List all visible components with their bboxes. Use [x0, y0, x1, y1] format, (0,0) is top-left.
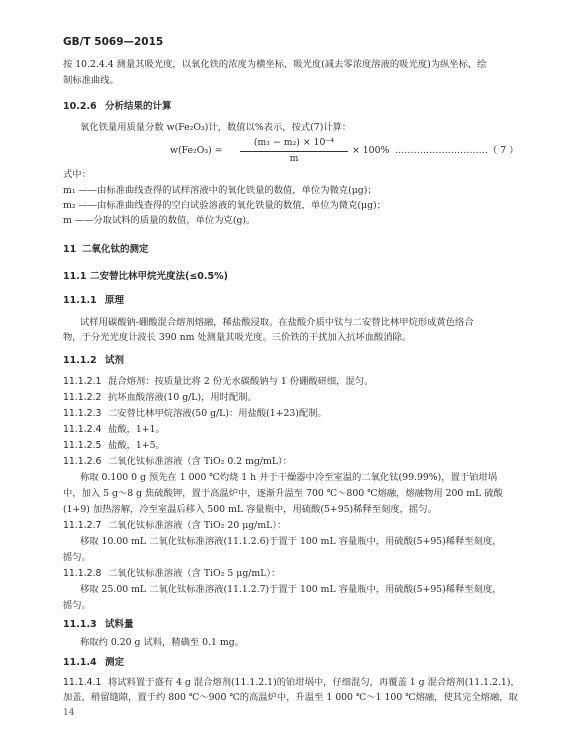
- variable-definition: m₁ ——由标准曲线查得的试样溶液中的氧化铁量的数值，单位为微克(μg)；: [63, 185, 377, 196]
- item-number: 11.1.2.3: [63, 408, 102, 419]
- section-title: 分析结果的计算: [105, 101, 172, 112]
- page-number: 14: [63, 708, 75, 718]
- section-title: 试料量: [105, 619, 134, 630]
- where-label: 式中：: [63, 169, 91, 180]
- standard-code: GB/T 5069—2015: [63, 36, 164, 48]
- item-text: 将试料置于盛有 4 g 混合熔剂(11.1.2.1)的铂坩埚中，仔细混匀，再覆盖 1 g 混合熔剂(11.1.2.1)，: [108, 677, 520, 688]
- variable-definition: m₂ ——由标准曲线查得的空白试验溶液的氧化铁量的数值，单位为微克(μg)；: [63, 200, 386, 211]
- paragraph-line: 氧化铁量用质量分数 w(Fe₂O₃)计，数值以%表示，按式(7)计算：: [80, 122, 352, 133]
- formula-numerator: (m₁ − m₂) × 10⁻⁴: [253, 137, 335, 148]
- variable-definition: m ——分取试料的质量的数值，单位为克(g)。: [63, 215, 256, 226]
- section-title: 测定: [105, 657, 125, 668]
- item-number: 11.1.2.5: [63, 440, 102, 451]
- paragraph-line: 制标准曲线。: [63, 75, 119, 86]
- item-text: 混合熔剂：按质量比将 2 份无水碳酸钠与 1 份硼酸研细，混匀。: [108, 376, 374, 387]
- paragraph-line: 移取 10.00 mL 二氧化钛标准溶液(11.1.2.6)于置于 100 mL 容量瓶中，用硫酸(5+95)稀释至刻度，: [80, 536, 502, 547]
- paragraph-line: 称取约 0.20 g 试料，精确至 0.1 mg。: [80, 637, 244, 648]
- section-number: 11.1.1: [63, 295, 97, 306]
- item-number: 11.1.2.1: [63, 376, 102, 387]
- item-number: 11.1.2.8: [63, 568, 102, 579]
- paragraph-line: 摇匀。: [63, 600, 91, 611]
- paragraph-line: 加盖，稍留缝隙，置于约 800 ℃～900 ℃的高温炉中，升温至 1 000 ℃～1 100 ℃熔融，使其完全熔融，取: [63, 692, 518, 703]
- paragraph-line: 试样用碳酸钠-硼酸混合熔剂熔融，稀盐酸浸取。在盐酸介质中钛与二安替比林甲烷形成黄色络合: [80, 317, 474, 328]
- item-number: 11.1.2.7: [63, 520, 102, 531]
- section-title: 原理: [105, 295, 125, 306]
- paragraph-line: 摇匀。: [63, 552, 91, 563]
- section-title: 二氧化钛的测定: [82, 244, 149, 255]
- item-text: 盐酸，1+1。: [108, 424, 165, 435]
- section-number: 11.1.4: [63, 657, 97, 668]
- paragraph-line: (1+9) 加热溶解，冷至室温后移入 500 mL 容量瓶中，用硫酸(5+95)稀释至刻度，摇匀。: [63, 504, 437, 515]
- item-number: 11.1.2.6: [63, 456, 102, 467]
- paragraph-line: 移取 25.00 mL 二氧化钛标准溶液(11.1.2.7)于置于 100 mL 容量瓶中，用硫酸(5+95)稀释至刻度，: [80, 584, 502, 595]
- section-title: 试剂: [105, 355, 125, 366]
- section-title: 二安替比林甲烷光度法(≤0.5%): [90, 271, 228, 282]
- paragraph-line: 物，于分光光度计波长 390 nm 处测量其吸光度。三价铁的干扰加入抗坏血酸消除。: [63, 332, 412, 343]
- section-number: 11.1.3: [63, 619, 97, 630]
- section-number: 11.1: [63, 271, 87, 282]
- item-text: 二安替比林甲烷溶液(50 g/L)：用盐酸(1+23)配制。: [108, 408, 327, 419]
- formula-denominator: m: [289, 153, 299, 164]
- item-number: 11.1.2.2: [63, 392, 102, 403]
- equation-label: …………………………（ 7 ）: [395, 145, 519, 156]
- item-text: 二氧化钛标准溶液（含 TiO₂ 5 μg/mL）：: [108, 568, 281, 579]
- formula-7: [170, 136, 519, 164]
- paragraph-line: 中，加入 5 g～8 g 焦硫酸钾，置于高温炉中，逐渐升温至 700 ℃～800 ℃熔融，熔融物用 200 mL 硫酸: [63, 488, 503, 499]
- item-text: 二氧化钛标准溶液（含 TiO₂ 20 μg/mL）：: [108, 520, 287, 531]
- section-number: 11: [63, 244, 77, 255]
- item-number: 11.1.2.4: [63, 424, 102, 435]
- item-text: 二氧化钛标准溶液（含 TiO₂ 0.2 mg/mL）：: [108, 456, 292, 467]
- section-number: 10.2.6: [63, 101, 97, 112]
- paragraph-line: 按 10.2.4.4 测量其吸光度，以氧化铁的浓度为横坐标，吸光度(减去零浓度溶液的吸光度)为纵坐标，绘: [63, 59, 487, 70]
- item-text: 盐酸，1+5。: [108, 440, 165, 451]
- formula-lhs: w(Fe₂O₃) =: [170, 145, 223, 156]
- item-text: 抗坏血酸溶液(10 g/L)，用时配制。: [108, 392, 257, 403]
- paragraph-line: 称取 0.100 0 g 预先在 1 000 ℃灼烧 1 h 并于干燥器中冷至室温的二氧化钛(99.99%)，置于铂坩埚: [80, 472, 498, 483]
- section-number: 11.1.2: [63, 355, 97, 366]
- formula-rhs: × 100%: [352, 145, 390, 156]
- item-number: 11.1.4.1: [63, 677, 102, 688]
